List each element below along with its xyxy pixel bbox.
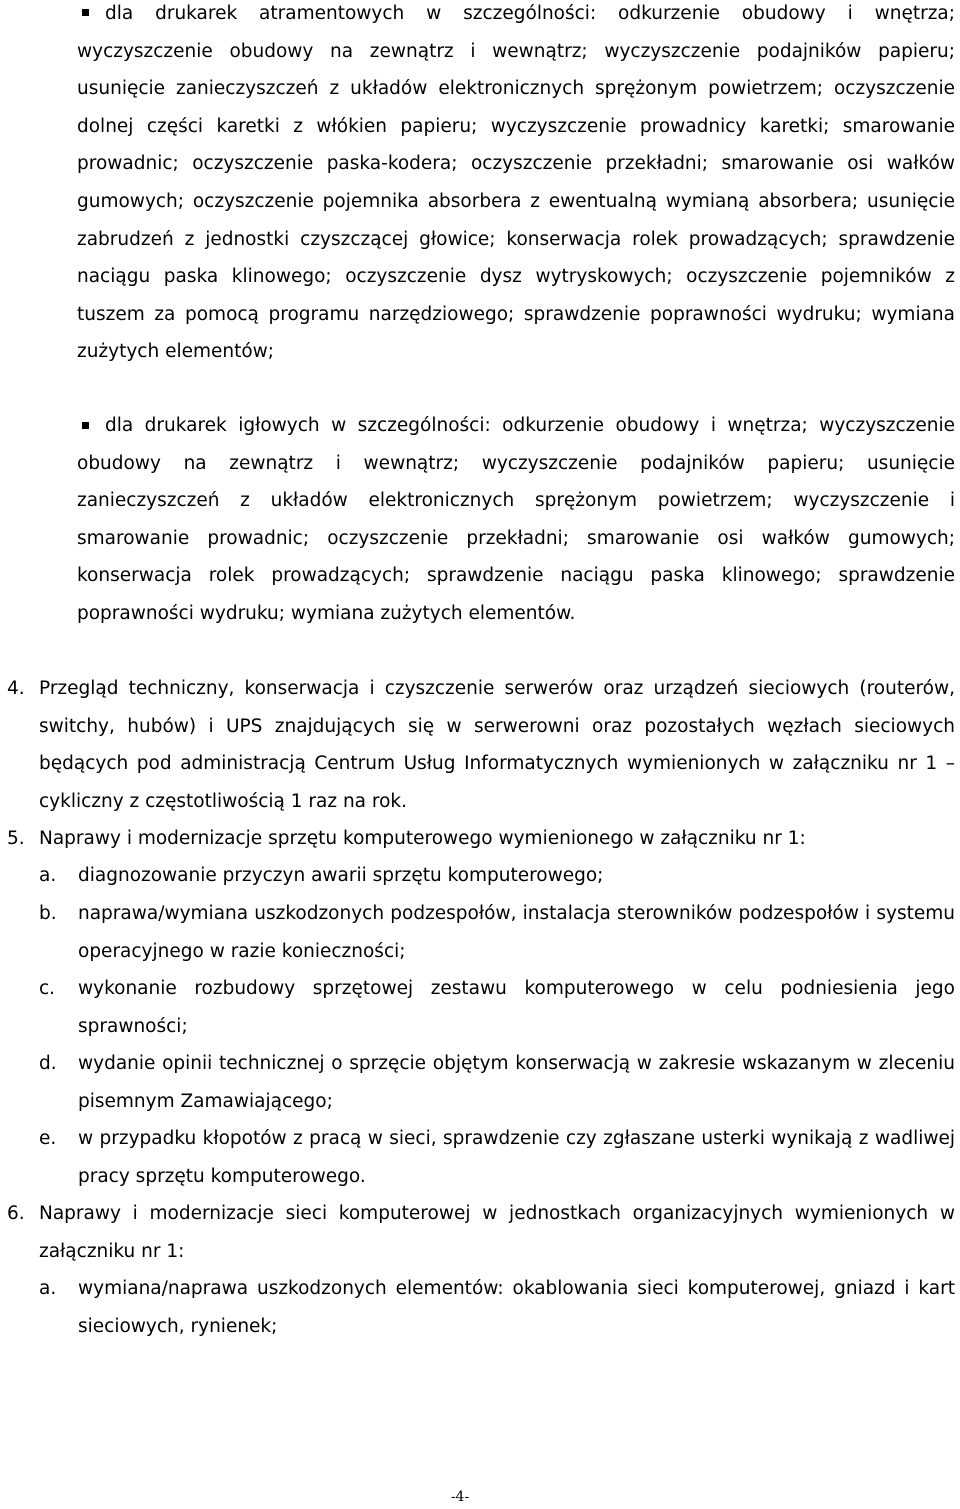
subitem-5b-text: naprawa/wymiana uszkodzonych podzespołów, instalacja sterowników podzespołów i systemu operacyjnego w razie konieczności;	[78, 903, 955, 962]
item-6-text: Naprawy i modernizacje sieci komputerowej w jednostkach organizacyjnych wymienionych w załączniku nr 1:	[39, 1203, 955, 1262]
subitem-5d-text: wydanie opinii technicznej o sprzęcie objętym konserwacją w zakresie wskazanym w zleceniu pisemnym Zamawiającego;	[78, 1053, 955, 1112]
subitem-letter: d.	[39, 1053, 57, 1074]
subitem-5e-text: w przypadku kłopotów z pracą w sieci, sprawdzenie czy zgłaszane usterki wynikają z wadliwej pracy sprzętu komputerowego.	[78, 1128, 955, 1187]
page-number: -4-	[450, 1489, 470, 1505]
subitem-letter: c.	[39, 978, 56, 999]
item-number: 6.	[7, 1203, 25, 1224]
subitem-letter: a.	[39, 1278, 57, 1299]
subitem-letter: b.	[39, 903, 57, 924]
item-5-text: Naprawy i modernizacje sprzętu komputerowego wymienionego w załączniku nr 1:	[39, 828, 806, 849]
item-number: 5.	[7, 828, 25, 849]
subitem-letter: e.	[39, 1128, 57, 1149]
item-4-text: Przegląd techniczny, konserwacja i czyszczenie serwerów oraz urządzeń sieciowych (routerów, switchy, hubów) i UPS znajdujących się w serwerowni oraz pozostałych węzłach sieciowych będących pod administracją Centrum Usług Informatycznych wymienionych w załączniku nr 1 – cykliczny z częstotliwością 1 raz na rok.	[39, 678, 955, 812]
subitem-6a-text: wymiana/naprawa uszkodzonych elementów: okablowania sieci komputerowej, gniazd i kart sieciowych, rynienek;	[78, 1278, 955, 1337]
item-number: 4.	[7, 678, 25, 699]
subitem-letter: a.	[39, 865, 57, 886]
bullet-dot-matrix-printers: dla drukarek igłowych w szczególności: odkurzenie obudowy i wnętrza; wyczyszczenie obudowy na zewnątrz i wewnątrz; wyczyszczenie podajników papieru; usunięcie zanieczyszczeń z układów elektronicznych sprężonym powietrzem; wyczyszczenie i smarowanie prowadnic; oczyszczenie przekładni; smarowanie osi wałków gumowych; konserwacja rolek prowadzących; sprawdzenie naciągu paska klinowego; sprawdzenie poprawności wydruku; wymiana zużytych elementów.	[77, 415, 955, 624]
subitem-5a-text: diagnozowanie przyczyn awarii sprzętu komputerowego;	[78, 865, 604, 886]
subitem-5c-text: wykonanie rozbudowy sprzętowej zestawu komputerowego w celu podniesienia jego sprawności;	[78, 978, 955, 1037]
bullet-inkjet-printers: dla drukarek atramentowych w szczególności: odkurzenie obudowy i wnętrza; wyczyszczenie obudowy na zewnątrz i wewnątrz; wyczyszczenie podajników papieru; usunięcie zanieczyszczeń z układów elektronicznych sprężonym powietrzem; oczyszczenie dolnej części karetki z włókien papieru; wyczyszczenie prowadnicy karetki; smarowanie prowadnic; oczyszczenie paska-kodera; oczyszczenie przekładni; smarowanie osi wałków gumowych; oczyszczenie pojemnika absorbera z ewentualną wymianą absorbera; usunięcie zabrudzeń z jednostki czyszczącej głowice; konserwacja rolek prowadzących; sprawdzenie naciągu paska klinowego; oczyszczenie dysz wytryskowych; oczyszczenie pojemników z tuszem za pomocą programu narzędziowego; sprawdzenie poprawności wydruku; wymiana zużytych elementów;	[77, 3, 955, 363]
